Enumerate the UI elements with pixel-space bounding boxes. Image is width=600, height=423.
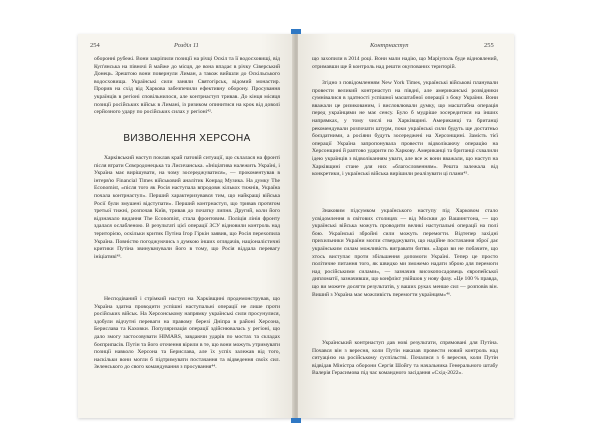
right-paragraph-4: Український контрнаступ дав нові результати, спрямовані для Путіна. Почався він з вересня, коли Путін наказав провести новий контроль над ситуацією на російському суспільстві. Почалися з 6 вересня, коли Путін відвідав Міністра оборони Сергія Шойгу та начальника Генерального штабу Валерія Герасимова під час командного засідання «Схід-2022». bbox=[312, 340, 498, 377]
left-page bbox=[78, 34, 294, 418]
left-paragraph-2: Харківський наступ поклав край патовій ситуації, що склалася на фронті після втрати Сєвєродонецька та Лисичанська. «Ініціатива належить Україні, і Україна має вирішувати, на чому зосереджуватися», — прокоментував в інтерв'ю Financial Times військовий аналітик Конрад Музика. На думку The Economist, «після того як Росія наступала впродовж кількох тижнів, Україна почала контрнаступ». Перший характеризувався тим, що найкращі війська Росії були змушені відступати». Перший контрнаступ, що тривав протягом третьої тижні, розпочав Київ, тривав до початку липня. Другий, коли його відзначало видання The Economist, стала фронтовим. Поліція лінія фронту здалася ослабленою. В результаті цієї операції ЗСУ відновили контроль над територією, оскільки критик Путіна Ігор Гіркін заявив, що Росія перехопила Україна. Повністю погоджуючись з думкою інших оглядачів, націоналістичні критики Путіна звинувачували його в тому, що Росія віддала перевагу ініціативі⁴³. bbox=[94, 155, 280, 260]
right-paragraph-2: Згідно з повідомленням New York Times, українські військові планували провести великий контрнаступ на півдні, але американські розвідники сумнівалися в здатності успішної масштабної операції з боку України. Вони вважали це ризикованим, і висловлювали думку, що масштабна операція перед українцями не має сенсу. Було б мудріше зосередитися на інших напрямках, у тому числі на Харківщині. Американці та британці рекомендували розпочати штурм, поки українські сили будуть ще достатньо боєздатними, а росіяни будуть зосереджені на Херсонщині. Замість тієї операції Україна запропонувала провести відволікаючу операцію на Херсонщині й раптово ударити по Харкову. Американці та британці схвалили ідею українців з відволіканням уваги, але все ж вони вважали, що наступ на Харківщині стане для них «благословенням». Решта залежала від конкретики, і українські війська вирішили реалізувати ці плани⁴⁵. bbox=[312, 80, 498, 178]
right-paragraph-3: Знаковим підсумком українського наступу під Харковом стало усвідомлення в світових столицях — від Москви до Вашингтона, — що українські війська можуть проводити великі наступальні операції на полі бою. Українські збройні сили можуть перемогти. Відтепер західні прихильники України могли стверджувати, що надійне постачання зброї дає українським силам можливість вигравати битви. «Зараз ви не побачите, що хтось виступає проти збільшення допомоги Україні. Тепер це просто політичне питання того, як швидко ми зможемо надати зброю для перемоги над російськими силами», — зазначив високопосадовець європейської дипломатії, зазначивши, що конфлікт увійшов у нову фазу. «Це 100 % правда, що ви можете досягти результатів, у ваших руках менше сил — розповів він. Виший з Україна має можливість перемогти українцям»⁴⁶. bbox=[312, 208, 498, 298]
open-book bbox=[78, 34, 514, 418]
left-running-head: Розділ 11 bbox=[174, 42, 199, 49]
right-page bbox=[298, 34, 514, 418]
left-page-number: 254 bbox=[90, 42, 100, 49]
right-page-number: 255 bbox=[484, 42, 494, 49]
right-running-head: Контрнаступ bbox=[370, 42, 409, 49]
left-paragraph-3: Несподіваний і стрімкий наступ на Харківщині продемонстрував, що Україна здатна проводити успішні наступальні операції не лише проти російських військ. На Херсонському напрямку українські сили просунулися, здобули відчутні переваги на правому березі Дніпра в районі Херсона, Берислава та Каховки. Популяризація операції здійснювалась у регіоні, що дало змогу застосовувати HIMARS, завдаючи ударів по мостах та складах боєприпасів. Путін та його оточення вірили в те, що вони можуть утримувати позиції навколо Херсона та Берислава, але їх успіх залежав від того, наскільки вони могли б підтримувати постачання та відведення своїх сил. Зеленського до свого командування з просування⁴⁴. bbox=[94, 296, 280, 371]
left-paragraph-1: оборонні рубежі. Вони закріпили позиції на річці Оскіл та її водосховищі, від Куп'янська на півночі й майже до місця, де вона впадає в річку Сіверський Донець. Зрештою вони повернули Лиман, а також вийшли до Оскільського водосховища. Українські сили заняли Святогірськ, відомий монастир. Прорив на схід від Харкова забезпечили ефективну оборону. Просування українців в регіоні сповільнилося, але контрнаступ тривав. До кінця місяця позиції російських військ в Лимані, із ризиком опинитися на крок від доволі серйозного удару по російських силах у регіоні⁴². bbox=[94, 56, 280, 116]
right-paragraph-1: що захопили в 2014 році. Вони мали надію, що Маріуполь буде відновлений, отримавши ще й контроль над решти окупованих територій. bbox=[312, 56, 498, 70]
section-title: ВИЗВОЛЕННЯ ХЕРСОНА bbox=[123, 133, 251, 144]
